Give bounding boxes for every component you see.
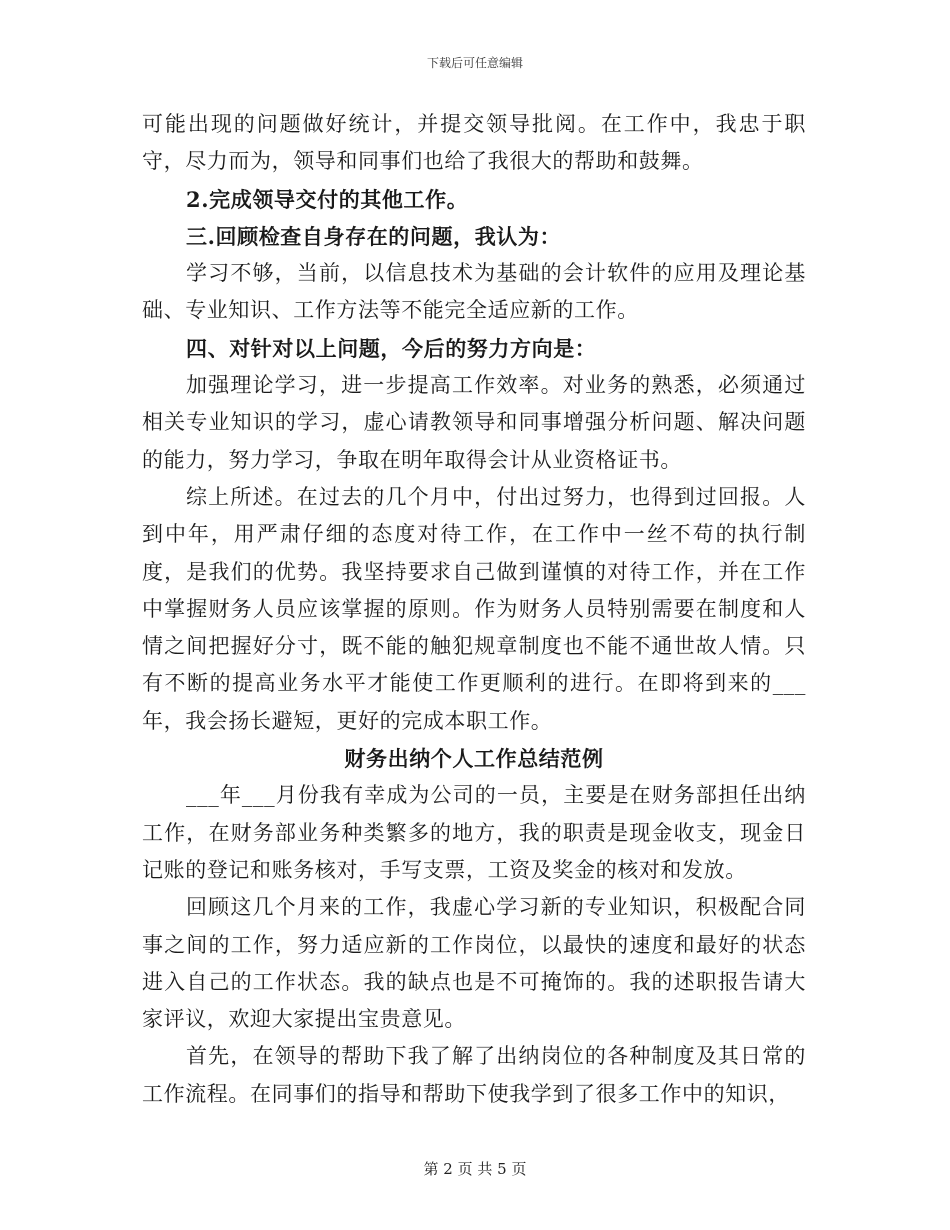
page-header: 下载后可任意编辑 bbox=[426, 56, 523, 70]
article-title: 财务出纳个人工作总结范例 bbox=[344, 746, 604, 772]
paragraph: ___年___月份我有幸成为公司的一员，主要是在财务部担任出纳工作，在财务部业务种类繁多的地方，我的职责是现金收支，现金日记账的登记和账务核对，手写支票，工资及奖金的核对和发放。 bbox=[142, 783, 806, 882]
paragraph: 回顾这几个月来的工作，我虚心学习新的专业知识，积极配合同事之间的工作，努力适应新的工作岗位，以最快的速度和最好的状态进入自己的工作状态。我的缺点也是不可掩饰的。我的述职报告请大家评议，欢迎大家提出宝贵意见。 bbox=[142, 895, 806, 1032]
paragraph: 加强理论学习，进一步提高工作效率。对业务的熟悉，必须通过相关专业知识的学习，虚心请教领导和同事增强分析问题、解决问题的能力，努力学习，争取在明年取得会计从业资格证书。 bbox=[142, 373, 806, 472]
paragraph: 学习不够，当前，以信息技术为基础的会计软件的应用及理论基础、专业知识、工作方法等不能完全适应新的工作。 bbox=[142, 261, 806, 323]
section-heading: 三.回顾检查自身存在的问题，我认为： bbox=[186, 223, 562, 249]
paragraph: 可能出现的问题做好统计，并提交领导批阅。在工作中，我忠于职守，尽力而为，领导和同事们也给了我很大的帮助和鼓舞。 bbox=[142, 112, 806, 174]
page-footer: 第 2 页 共 5 页 bbox=[423, 1160, 527, 1178]
paragraph: 综上所述。在过去的几个月中，付出过努力，也得到过回报。人到中年，用严肃仔细的态度对待工作，在工作中一丝不苟的执行制度，是我们的优势。我坚持要求自己做到谨慎的对待工作，并在工作中掌握财务人员应该掌握的原则。作为财务人员特别需要在制度和人情之间把握好分寸，既不能的触犯规章制度也不能不通世故人情。只有不断的提高业务水平才能使工作更顺利的进行。在即将到来的___年，我会扬长避短，更好的完成本职工作。 bbox=[142, 484, 806, 733]
section-heading: 四、对针对以上问题，今后的努力方向是： bbox=[186, 335, 597, 361]
document-body bbox=[142, 106, 806, 1113]
section-item: 2.完成领导交付的其他工作。 bbox=[186, 186, 469, 212]
paragraph: 首先，在领导的帮助下我了解了出纳岗位的各种制度及其日常的工作流程。在同事们的指导和帮助下使我学到了很多工作中的知识， bbox=[142, 1044, 806, 1106]
